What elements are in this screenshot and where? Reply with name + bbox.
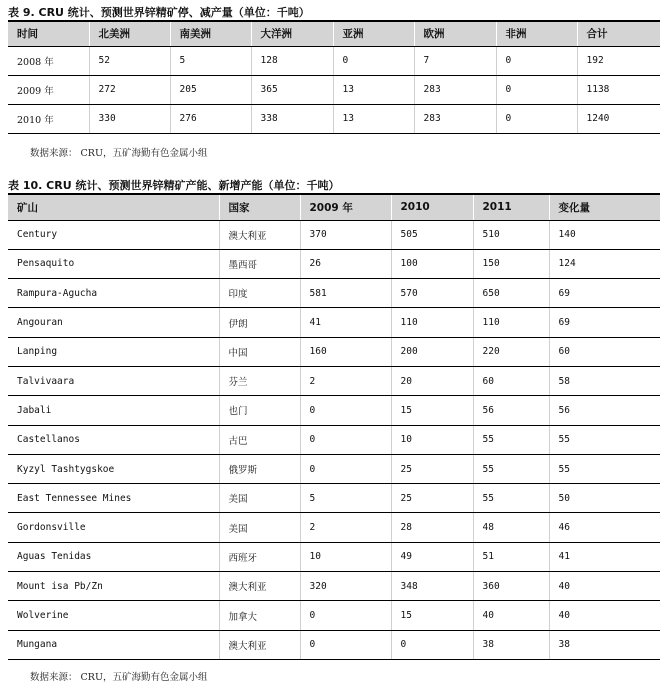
table-cell: 510 (473, 220, 549, 249)
table-cell: Mount isa Pb/Zn (8, 572, 219, 601)
table-cell: Mungana (8, 630, 219, 659)
table-cell: 2008 年 (8, 46, 89, 75)
table-cell: 505 (391, 220, 473, 249)
table-cell: 360 (473, 572, 549, 601)
table-cell: 0 (300, 396, 391, 425)
table-cell: 58 (549, 366, 660, 395)
column-header: 欧洲 (414, 21, 496, 46)
table-cell: 570 (391, 279, 473, 308)
table-row (8, 104, 660, 133)
table-cell: 272 (89, 75, 170, 104)
table-cell: 40 (549, 572, 660, 601)
table-cell: 220 (473, 337, 549, 366)
table-cell: 60 (549, 337, 660, 366)
table-cell: 41 (549, 542, 660, 571)
table-cell: Wolverine (8, 601, 219, 630)
column-header: 国家 (219, 194, 300, 220)
table-cell: 46 (549, 513, 660, 542)
table-cell: 0 (300, 454, 391, 483)
table-cell: 15 (391, 396, 473, 425)
table-cell: Pensaquito (8, 249, 219, 278)
table-cell: 7 (414, 46, 496, 75)
table-cell: Angouran (8, 308, 219, 337)
table-cell: 1240 (577, 104, 660, 133)
table-cell: 38 (473, 630, 549, 659)
table9-source-note: 数据来源： CRU，五矿海勤有色金属小组 (30, 148, 208, 159)
table9-header-row (8, 21, 660, 46)
table-cell: 348 (391, 572, 473, 601)
table-row (8, 279, 660, 308)
table-cell: 美国 (219, 484, 300, 513)
table-cell: Talvivaara (8, 366, 219, 395)
table-cell: 也门 (219, 396, 300, 425)
table-cell: Century (8, 220, 219, 249)
table-cell: 古巴 (219, 425, 300, 454)
table-cell: 124 (549, 249, 660, 278)
table-cell: 0 (496, 46, 577, 75)
column-header: 大洋洲 (251, 21, 333, 46)
table-cell: 55 (473, 484, 549, 513)
table10-source-note: 数据来源： CRU，五矿海勤有色金属小组 (30, 672, 208, 683)
table-cell: 370 (300, 220, 391, 249)
table-cell: 128 (251, 46, 333, 75)
table-cell: 205 (170, 75, 251, 104)
column-header: 合计 (577, 21, 660, 46)
table-row (8, 220, 660, 249)
table-cell: 5 (300, 484, 391, 513)
table-cell: 25 (391, 484, 473, 513)
table-cell: 伊朗 (219, 308, 300, 337)
column-header: 南美洲 (170, 21, 251, 46)
table-cell: Gordonsville (8, 513, 219, 542)
table-cell: 69 (549, 308, 660, 337)
table-row (8, 572, 660, 601)
table-cell: 28 (391, 513, 473, 542)
table-cell: 2 (300, 366, 391, 395)
table-cell: 110 (391, 308, 473, 337)
table-cell: 10 (300, 542, 391, 571)
table-cell: 60 (473, 366, 549, 395)
table-row (8, 513, 660, 542)
table-row (8, 484, 660, 513)
table-cell: 0 (496, 75, 577, 104)
table-cell: 110 (473, 308, 549, 337)
table-cell: 俄罗斯 (219, 454, 300, 483)
column-header: 2009 年 (300, 194, 391, 220)
table-cell: 56 (473, 396, 549, 425)
table-cell: 55 (473, 454, 549, 483)
table-cell: 38 (549, 630, 660, 659)
table-row (8, 249, 660, 278)
table-cell: Aguas Tenidas (8, 542, 219, 571)
column-header: 矿山 (8, 194, 219, 220)
table-cell: 51 (473, 542, 549, 571)
table-cell: 55 (549, 454, 660, 483)
table-row (8, 425, 660, 454)
table-cell: 0 (300, 630, 391, 659)
table-cell: 50 (549, 484, 660, 513)
table10 (8, 193, 660, 660)
column-header: 非洲 (496, 21, 577, 46)
table-cell: 338 (251, 104, 333, 133)
table-cell: 0 (300, 601, 391, 630)
table-cell: 加拿大 (219, 601, 300, 630)
table-cell: 澳大利亚 (219, 630, 300, 659)
table-cell: 49 (391, 542, 473, 571)
table-cell: 印度 (219, 279, 300, 308)
table9-caption: 表 9. CRU 统计、预测世界锌精矿停、减产量（单位：千吨） (8, 6, 310, 19)
table-cell: 美国 (219, 513, 300, 542)
table-cell: 13 (333, 104, 414, 133)
column-header: 北美洲 (89, 21, 170, 46)
table-row (8, 542, 660, 571)
table-cell: 0 (333, 46, 414, 75)
column-header: 2011 (473, 194, 549, 220)
table-cell: 0 (496, 104, 577, 133)
table-cell: 40 (473, 601, 549, 630)
table-cell: 200 (391, 337, 473, 366)
table-cell: 墨西哥 (219, 249, 300, 278)
table-row (8, 454, 660, 483)
table9 (8, 20, 660, 134)
table-cell: Lanping (8, 337, 219, 366)
table10-caption: 表 10. CRU 统计、预测世界锌精矿产能、新增产能（单位：千吨） (8, 179, 340, 192)
table-cell: 41 (300, 308, 391, 337)
column-header: 亚洲 (333, 21, 414, 46)
table-cell: 澳大利亚 (219, 572, 300, 601)
table-cell: 650 (473, 279, 549, 308)
table-cell: 0 (391, 630, 473, 659)
table-cell: 20 (391, 366, 473, 395)
table-cell: 150 (473, 249, 549, 278)
table-cell: 55 (549, 425, 660, 454)
table-cell: 2009 年 (8, 75, 89, 104)
table-cell: 330 (89, 104, 170, 133)
table-cell: 1138 (577, 75, 660, 104)
table-row (8, 337, 660, 366)
table10-header-row (8, 194, 660, 220)
table-cell: 160 (300, 337, 391, 366)
table-cell: 52 (89, 46, 170, 75)
table-cell: 581 (300, 279, 391, 308)
table-cell: 320 (300, 572, 391, 601)
table-cell: East Tennessee Mines (8, 484, 219, 513)
table-cell: 25 (391, 454, 473, 483)
table-cell: 10 (391, 425, 473, 454)
column-header: 2010 (391, 194, 473, 220)
table-cell: 276 (170, 104, 251, 133)
table-cell: 55 (473, 425, 549, 454)
table-cell: 69 (549, 279, 660, 308)
table-cell: Jabali (8, 396, 219, 425)
table-cell: 140 (549, 220, 660, 249)
table-cell: 13 (333, 75, 414, 104)
table-cell: 100 (391, 249, 473, 278)
table-row (8, 46, 660, 75)
table-row (8, 75, 660, 104)
table-row (8, 366, 660, 395)
table-cell: 192 (577, 46, 660, 75)
table-row (8, 601, 660, 630)
table-cell: 48 (473, 513, 549, 542)
table-cell: 西班牙 (219, 542, 300, 571)
table-cell: Kyzyl Tashtygskoe (8, 454, 219, 483)
table-cell: 283 (414, 75, 496, 104)
table-cell: Castellanos (8, 425, 219, 454)
table-cell: 2 (300, 513, 391, 542)
table-cell: 40 (549, 601, 660, 630)
table-cell: 283 (414, 104, 496, 133)
table-cell: 澳大利亚 (219, 220, 300, 249)
table-cell: 365 (251, 75, 333, 104)
table-row (8, 308, 660, 337)
column-header: 变化量 (549, 194, 660, 220)
table-cell: Rampura-Agucha (8, 279, 219, 308)
table-row (8, 396, 660, 425)
table-cell: 0 (300, 425, 391, 454)
table-cell: 中国 (219, 337, 300, 366)
table-row (8, 630, 660, 659)
table-cell: 56 (549, 396, 660, 425)
table-cell: 5 (170, 46, 251, 75)
table-cell: 15 (391, 601, 473, 630)
table-cell: 芬兰 (219, 366, 300, 395)
table-cell: 2010 年 (8, 104, 89, 133)
table-cell: 26 (300, 249, 391, 278)
column-header: 时间 (8, 21, 89, 46)
